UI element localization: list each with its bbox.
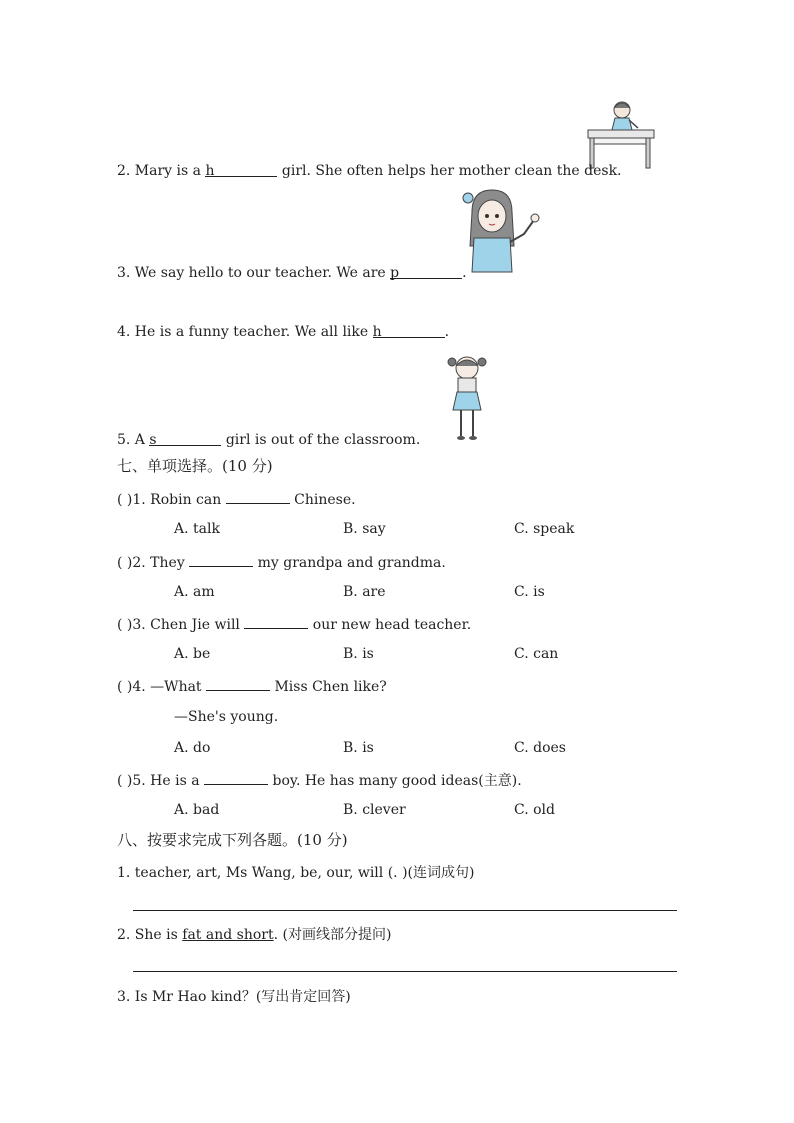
- fill-in-question-3: [117, 264, 467, 282]
- shy-girl-illustration: [446, 354, 488, 442]
- mc-question-5: ( )5. He is a boy. He has many good ideas(主意).: [117, 770, 522, 790]
- fill-in-question-5: [117, 431, 420, 449]
- answer-blank: [204, 770, 268, 785]
- answer-parenthesis[interactable]: ( ): [117, 773, 133, 789]
- answer-blank: [244, 614, 308, 629]
- fill-in-question-4: [117, 323, 449, 341]
- answer-parenthesis[interactable]: ( ): [117, 555, 133, 571]
- option-b[interactable]: B. is: [343, 646, 374, 662]
- question-text: 4. He is a funny teacher. We all like: [117, 324, 373, 340]
- fill-in-question-2: [117, 162, 622, 180]
- answer-blank[interactable]: p: [390, 264, 462, 279]
- answer-blank: [226, 489, 290, 504]
- answer-line[interactable]: [133, 910, 677, 911]
- answer-parenthesis[interactable]: ( ): [117, 492, 133, 508]
- option-c[interactable]: C. can: [514, 646, 559, 662]
- question-text: .: [462, 265, 467, 281]
- option-a[interactable]: A. talk: [174, 521, 220, 537]
- question-text: .: [444, 324, 450, 340]
- answer-blank: [206, 676, 270, 691]
- answer-blank[interactable]: s: [149, 431, 221, 446]
- option-c[interactable]: C. speak: [514, 521, 575, 537]
- task-question-2: 2. She is fat and short. (对画线部分提问): [117, 927, 392, 943]
- answer-line[interactable]: [133, 971, 677, 972]
- answer-blank[interactable]: h: [205, 162, 277, 177]
- option-b[interactable]: B. clever: [343, 802, 406, 818]
- option-b[interactable]: B. are: [343, 584, 386, 600]
- answer-parenthesis[interactable]: ( ): [117, 617, 133, 633]
- option-a[interactable]: A. be: [174, 646, 211, 662]
- answer-parenthesis[interactable]: ( ): [117, 679, 133, 695]
- option-b[interactable]: B. is: [343, 740, 374, 756]
- section-8-title: 八、按要求完成下列各题。(10 分): [117, 831, 348, 849]
- section-7-title: 七、单项选择。(10 分): [117, 457, 273, 475]
- question-text: 5. A: [117, 432, 150, 448]
- mc-question-1: ( )1. Robin can Chinese.: [117, 489, 356, 509]
- option-a[interactable]: A. do: [174, 740, 211, 756]
- answer-blank: [189, 552, 253, 567]
- option-a[interactable]: A. bad: [174, 802, 220, 818]
- question-text: 2. Mary is a: [117, 163, 206, 179]
- mc-question-4: ( )4. —What Miss Chen like?: [117, 676, 387, 696]
- dialogue-answer-line: —She's young.: [174, 709, 279, 725]
- girl-waving-illustration: [458, 186, 542, 276]
- mc-question-2: ( )2. They my grandpa and grandma.: [117, 552, 446, 572]
- question-text: 3. We say hello to our teacher. We are: [117, 265, 391, 281]
- question-text: girl. She often helps her mother clean the desk.: [277, 163, 622, 179]
- task-question-1: 1. teacher, art, Ms Wang, be, our, will (. )(连词成句): [117, 865, 475, 881]
- option-c[interactable]: C. is: [514, 584, 545, 600]
- answer-blank[interactable]: h: [373, 323, 445, 338]
- underlined-phrase: fat and short: [182, 927, 274, 943]
- option-c[interactable]: C. does: [514, 740, 566, 756]
- question-text: girl is out of the classroom.: [221, 432, 421, 448]
- task-question-3: 3. Is Mr Hao kind？(写出肯定回答): [117, 989, 351, 1005]
- mc-question-3: ( )3. Chen Jie will our new head teacher.: [117, 614, 471, 634]
- option-c[interactable]: C. old: [514, 802, 555, 818]
- option-b[interactable]: B. say: [343, 521, 386, 537]
- option-a[interactable]: A. am: [174, 584, 215, 600]
